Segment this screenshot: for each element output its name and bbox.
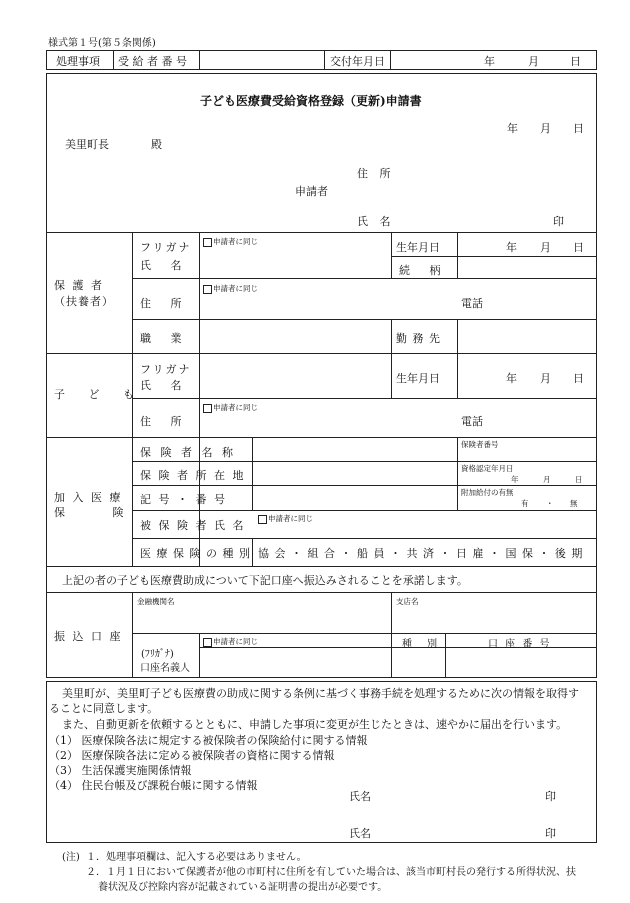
additional-no[interactable]: 無 — [570, 499, 578, 508]
guardian-birth-year: 年 — [506, 241, 517, 254]
note-2a: ２．１月１日において保護者が他の市町村に住所を有していた場合は、該当市町村長の発行する所得状況、扶 — [86, 867, 576, 878]
date-day: 日 — [573, 122, 584, 135]
insurer-address-label: 保 険 者 所 在 地 — [140, 469, 246, 482]
child-name-label: 氏 名 — [140, 379, 190, 392]
account-type-label: 種 別 — [402, 639, 444, 650]
consent-item-2: （2） 医療保険各法に定める被保険者の資格に関する情報 — [49, 749, 335, 762]
guardian-name-label: 氏 名 — [140, 259, 190, 272]
consent-item-3: （3） 生活保護実施関係情報 — [49, 764, 192, 777]
guardian-workplace-label: 勤 務 先 — [396, 332, 441, 345]
insurance-type-label: 医 療 保 険 の 種 別 — [140, 547, 251, 560]
bank-institution-label: 金融機関名 — [137, 597, 175, 606]
bank-label: 振 込 口 座 — [54, 630, 123, 643]
form-number: 様式第１号(第５条関係) — [48, 38, 156, 49]
insured-name-label: 被 保 険 者 氏 名 — [140, 519, 246, 532]
consent-item-4: （4） 住民台帳及び課税台帳に関する情報 — [49, 779, 258, 792]
cert-year: 年 — [511, 475, 519, 484]
year-text: 年 — [484, 55, 495, 68]
notes-prefix: (注) — [62, 852, 80, 863]
note-2b: 養状況及び控除内容が記載されている証明書の提出が必要です。 — [98, 882, 388, 893]
guardian-furigana-label: フリガナ — [140, 241, 192, 254]
month-text: 月 — [528, 55, 539, 68]
holder-same-checkbox[interactable]: 申請者に同じ — [203, 636, 258, 647]
issue-date-label: 交付年月日 — [330, 55, 385, 68]
insurer-name-label: 保 険 者 名 称 — [140, 446, 236, 459]
kana-label: (ﾌﾘｶﾞﾅ) — [141, 649, 174, 660]
child-address-label: 住 所 — [140, 415, 190, 428]
consent-line3: また、自動更新を依頼するとともに、申請した事項に変更が生じたときは、速やかに届出を行います。 — [62, 718, 568, 731]
applicant-label: 申請者 — [295, 185, 328, 198]
child-label: 子 ど も — [54, 388, 144, 401]
guardian-occupation-label: 職 業 — [140, 332, 190, 345]
cert-date-label: 資格認定年月日 — [461, 464, 514, 473]
day-text: 日 — [570, 55, 581, 68]
honorific: 殿 — [151, 138, 162, 151]
insurer-number-label: 保険者番号 — [461, 440, 499, 449]
applicant-seal: 印 — [553, 215, 564, 228]
consent-seal-1: 印 — [545, 790, 556, 803]
child-birth-label: 生年月日 — [396, 372, 440, 385]
recipient-number-label: 受 給 者 番 号 — [118, 55, 187, 68]
insured-same-checkbox[interactable]: 申請者に同じ — [258, 513, 313, 524]
guardian-birth-day: 日 — [573, 241, 584, 254]
consent-line1: 美里町が、美里町子ども医療費の助成に関する条例に基づく事務手続を処理するために次の情報を取得す — [62, 687, 579, 700]
child-address-same-checkbox[interactable]: 申請者に同じ — [203, 402, 258, 413]
guardian-relation-label: 続 柄 — [399, 264, 449, 277]
date-month: 月 — [540, 122, 551, 135]
date-year: 年 — [507, 122, 518, 135]
child-birth-year: 年 — [506, 372, 517, 385]
child-phone-label: 電話 — [461, 415, 483, 428]
additional-dot: ・ — [546, 499, 554, 508]
form-title: 子ども医療費受給資格登録（更新)申請書 — [200, 94, 422, 108]
account-holder-label: 口座名義人 — [140, 663, 190, 674]
cert-day: 日 — [575, 475, 583, 484]
consent-name-label-2: 氏名 — [349, 827, 371, 840]
insurance-type-options[interactable]: 協 会 ・ 組 合 ・ 船 員 ・ 共 済 ・ 日 雇 ・ 国 保 ・ 後 期 — [258, 547, 584, 560]
child-birth-month: 月 — [540, 372, 551, 385]
guardian-birth-month: 月 — [540, 241, 551, 254]
child-birth-day: 日 — [573, 372, 584, 385]
consent-line2: ることに同意します。 — [49, 702, 159, 715]
additional-yes[interactable]: 有 — [521, 499, 529, 508]
guardian-phone-label: 電話 — [461, 297, 483, 310]
guardian-same-checkbox[interactable]: 申請者に同じ — [203, 236, 258, 247]
bank-branch-label: 支店名 — [396, 597, 419, 606]
guardian-birth-label: 生年月日 — [396, 241, 440, 254]
additional-benefit-label: 附加給付の有無 — [461, 488, 514, 497]
insurance-label: 加 入 医 療 — [54, 491, 123, 504]
note-1: １．処理事項欄は、記入する必要はありません。 — [86, 852, 307, 863]
account-number-label: 口 座 番 号 — [488, 639, 552, 650]
guardian-label: 保 護 者 — [54, 279, 104, 292]
guardian-address-same-checkbox[interactable]: 申請者に同じ — [203, 283, 258, 294]
consent-name-label-1: 氏名 — [349, 790, 371, 803]
child-furigana-label: フリガナ — [140, 363, 192, 376]
transfer-consent: 上記の者の子ども医療費助成について下記口座へ振込みされることを承諾します。 — [62, 574, 468, 587]
guardian-address-label: 住 所 — [140, 297, 190, 310]
applicant-address-label: 住 所 — [357, 167, 395, 180]
insurance-label-sub: 保 険 — [54, 506, 146, 519]
mayor-label: 美里町長 — [65, 138, 109, 151]
symbol-number-label: 記 号 ・ 番 号 — [140, 493, 227, 506]
consent-item-1: （1） 医療保険各法に規定する被保険者の保険給付に関する情報 — [49, 734, 368, 747]
applicant-name-label: 氏 名 — [357, 215, 395, 228]
guardian-label-sub: （扶養者） — [54, 295, 114, 308]
processing-label: 処理事項 — [56, 55, 100, 68]
cert-month: 月 — [543, 475, 551, 484]
consent-seal-2: 印 — [545, 827, 556, 840]
